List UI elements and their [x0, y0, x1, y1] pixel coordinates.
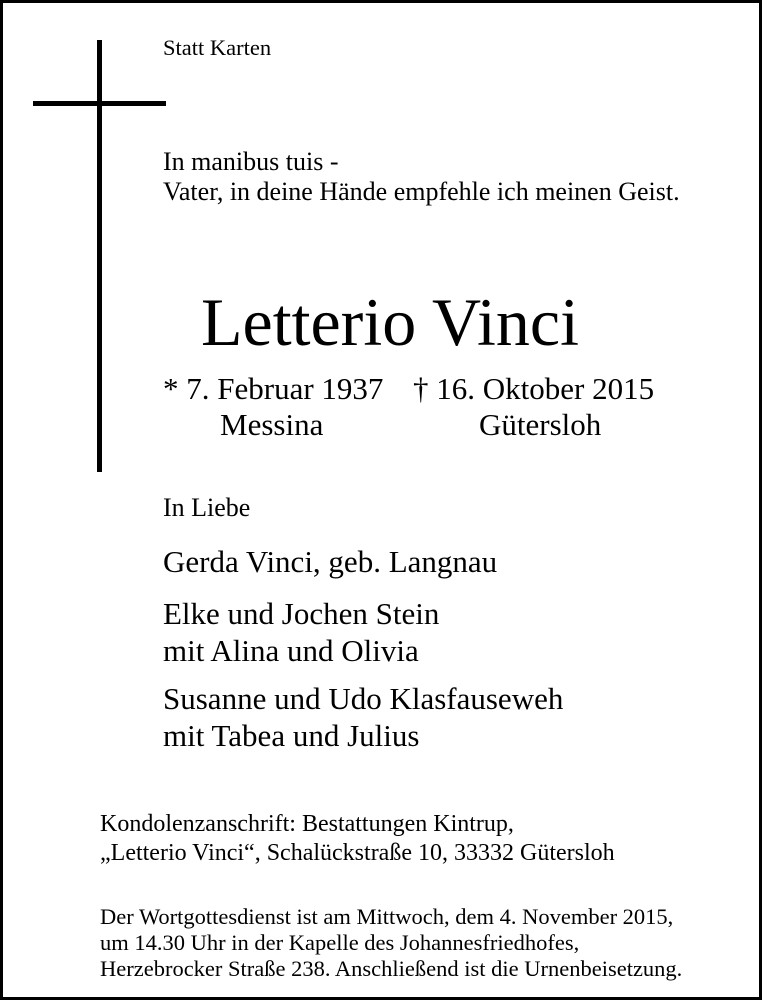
mourner-line: Gerda Vinci, geb. Langnau [163, 544, 498, 579]
service-line-2: um 14.30 Uhr in der Kapelle des Johannesfriedhofes, [100, 930, 580, 955]
birth-place: Messina [220, 407, 324, 442]
quote-line-1: In manibus tuis - [163, 147, 339, 176]
cross-icon-bar [33, 101, 166, 106]
condolence-line-1: Kondolenzanschrift: Bestattungen Kintrup, [100, 811, 514, 837]
death-place: Gütersloh [479, 407, 602, 442]
birth-date: * 7. Februar 1937 [163, 371, 384, 406]
mourner-line: Elke und Jochen Stein [163, 596, 440, 631]
deceased-name: Letterio Vinci [201, 284, 579, 360]
mourner-line: Susanne und Udo Klasfauseweh [163, 681, 564, 716]
mourner-line: mit Tabea und Julius [163, 718, 420, 753]
mourner-line: mit Alina und Olivia [163, 633, 419, 668]
service-line-3: Herzebrocker Straße 238. Anschließend ist die Urnenbeisetzung. [100, 956, 683, 981]
death-date: † 16. Oktober 2015 [413, 371, 655, 406]
condolence-line-2: „Letterio Vinci“, Schalückstraße 10, 33332 Gütersloh [100, 840, 615, 866]
quote-line-2: Vater, in deine Hände empfehle ich meinen Geist. [163, 177, 680, 206]
service-line-1: Der Wortgottesdienst ist am Mittwoch, dem 4. November 2015, [100, 904, 674, 929]
mourners-intro: In Liebe [163, 493, 251, 522]
statt-karten-text: Statt Karten [163, 35, 272, 60]
